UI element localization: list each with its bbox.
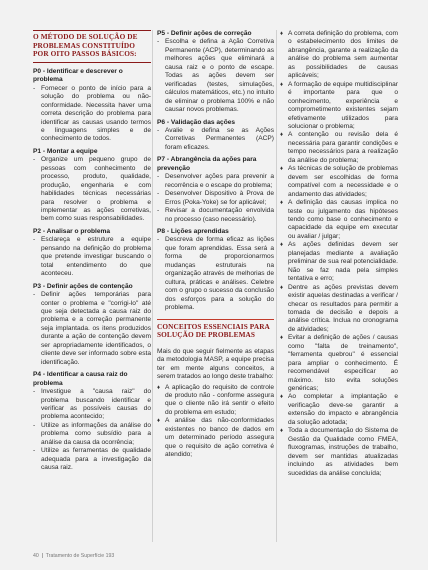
step-p8-list	[157, 236, 274, 312]
list-item: - Escolha e defina a Ação Corretiva Permanente (ACP), determinando as melhores ações que eliminará a causa raiz e o ponto de escape. Todas as ações devem ser verificadas (testes, simulações, cálculos matemáticos, etc.) no intuito de eliminar o problema 100% e não causar novos problemas.	[157, 38, 274, 114]
list-item: - Organize um pequeno grupo de pessoas com conhecimento de processo, produto, qualidade, produção, engenharia e com habilidades técnicas necessárias para resolver o problema e implementar as ações corretivas, bem como suas responsabilidades.	[33, 156, 151, 224]
page-footer	[33, 553, 114, 559]
list-item: - Desenvolver Dispositivo à Prova de Erros (Poka-Yoke) se for aplicável;	[157, 190, 274, 207]
list-item: ♦ A análise das não-conformidades existentes no banco de dados em um determinado período assegura que o requisito de ação corretiva é atendido;	[157, 417, 274, 459]
step-p0-list	[33, 85, 151, 144]
step-p3-title: P3 - Definir ações de contenção	[33, 282, 133, 290]
list-item: - Descreva de forma eficaz as lições que foram aprendidas. Essa será a forma de proporcionarmos mudanças estruturais na organização através de melhorias de cultura, práticas e análises. Celebre com o grupo o sucesso da conclusão dos esforços para a solução do problema.	[157, 236, 274, 312]
list-item: ♦ Dentre as ações previstas devem existir aquelas destinadas a verificar / checar os resultados para permitir a tomada de decisão e depois a análise crítica. Inclua no cronograma de atividades;	[280, 284, 398, 335]
list-item: ♦ A definição das causas implica no teste ou julgamento das hipóteses tendo como base o conhecimento e capacidade da equipe em executar ou avaliar / julgar;	[280, 199, 398, 241]
list-item: - Investigue a "causa raiz" do problema buscando identificar e verificar as possíveis causas do problema acontecido;	[33, 388, 151, 422]
list-item: ♦ Evitar a definição de ações / causas como "falta de treinamento", "ferramenta quebrou" é essencial para ampliar o conhecimento. É recomendável especificar ao máximo. Isto evita soluções genéricas;	[280, 334, 398, 393]
step-p2-title: P2 - Analisar o problema	[33, 227, 111, 235]
list-item: - Fornecer o ponto de início para a solução do problema ou não-conformidade. Necessita haver uma correta descrição do problema para identificar as causas usando termos e linguagens simples e de conhecimento de todos.	[33, 85, 151, 144]
step-p0-title: P0 - Identificar e descrever o problema	[33, 67, 123, 84]
section-title-concepts: CONCEITOS ESSENCIAIS PARA SOLUÇÃO DE PROBLEMAS	[157, 319, 274, 343]
column-2	[157, 30, 274, 460]
journal-name: Tratamento de Superfície 193	[45, 553, 115, 559]
step-p1-title: P1 - Montar a equipe	[33, 147, 98, 155]
list-item: - Desenvolver ações para prevenir a recorrência e o escape do problema;	[157, 173, 274, 190]
step-p6-list	[157, 127, 274, 152]
step-p1-list	[33, 156, 151, 224]
step-p8-title: P8 - Lições aprendidas	[157, 227, 229, 235]
list-item: - Esclareça e estruture a equipe pensando na definição do problema que pretende investigar buscando o total entendimento do que aconteceu.	[33, 236, 151, 278]
column-1	[33, 30, 151, 473]
step-p3-list	[33, 291, 151, 367]
step-p7-list	[157, 173, 274, 224]
column-3	[280, 30, 398, 478]
step-p7-title: P7 - Abrangência da ações para prevenção	[157, 156, 257, 172]
list-item: ♦ As técnicas de solução de problemas devem ser escolhidas de forma compatível com a necessidade e o andamento das atividades;	[280, 165, 398, 199]
list-item: ♦ As ações definidas devem ser planejadas mediante a avaliação preliminar de sua real potencialidade. Não se faz nada pela simples tentativa e erro;	[280, 241, 398, 283]
list-item: - Utilize as ferramentas de qualidade adequada para a investigação da causa raiz.	[33, 447, 151, 472]
step-p4-title: P4 - Identificar a causa raiz do problema	[33, 371, 128, 387]
page-number: 40	[33, 553, 39, 559]
list-item: ♦ A contenção ou revisão dela é necessária para garantir condições e tempo necessários para a realização da análise do problema;	[280, 131, 398, 165]
list-item: - Avalie e defina se as Ações Corretivas Permanentes (ACP) foram eficazes.	[157, 127, 274, 152]
concepts-list	[157, 384, 274, 460]
list-item: ♦ A aplicação do requisito de controle de produto não - conforme assegura que o cliente não irá sentir o efeito do problema em estudo;	[157, 384, 274, 418]
list-item: - Definir ações temporárias para conter o problema e "corrigi-lo" até que seja detectada a causa raiz do problema e a correção permanente seja implantada. os itens produzidos durante a ação de contenção devem ser apropriadamente identificados, o cliente deve ser informado sobre esta identificação.	[33, 291, 151, 367]
list-item: ♦ A correta definição do problema, com o estabelecimento dos limites de abrangência, garante a realização da análise do problema sem aumentar as possibilidades de causas aplicáveis;	[280, 30, 398, 81]
step-p2-list	[33, 236, 151, 278]
step-p5-list	[157, 38, 274, 114]
list-item: ♦ A formação de equipe multidisciplinar é importante para que o conhecimento, experiência e comprometimento existentes sejam efetivamente utilizados para solucionar o problema;	[280, 81, 398, 132]
list-item: ♦ Ao completar a implantação e verificação deve-se garantir a extensão do impacto e abrangência da solução adotada;	[280, 393, 398, 427]
concepts-list-continued	[280, 30, 398, 478]
step-p5-title: P5 - Definir ações de correção	[157, 30, 252, 37]
list-item: ♦ Toda a documentação do Sistema de Gestão da Qualidade como FMEA, fluxogramas, instruções de trabalho, devem ser mantidas atualizadas incluindo as atividades bem sucedidas da análise concluída;	[280, 427, 398, 478]
concepts-intro: Mais do que seguir fielmente as etapas da metodologia MASP, a equipe precisa ter em mente alguns conceitos, a serem tratados ao longo deste trabalho:	[157, 347, 274, 381]
step-p4-list	[33, 388, 151, 473]
column-divider	[152, 30, 153, 542]
column-divider	[276, 30, 277, 542]
footer-divider	[42, 553, 43, 558]
step-p6-title: P6 - Validação das ações	[157, 118, 236, 126]
section-title-method: O MÉTODO DE SOLUÇÃO DE PROBLEMAS CONSTITUÍDO POR OITO PASSOS BÁSICOS:	[33, 30, 151, 63]
list-item: - Revisar a documentação envolvida no processo (caso necessário).	[157, 207, 274, 224]
list-item: - Utilize as informações da análise do problema como subsídio para a análise da causa da ocorrência;	[33, 422, 151, 447]
